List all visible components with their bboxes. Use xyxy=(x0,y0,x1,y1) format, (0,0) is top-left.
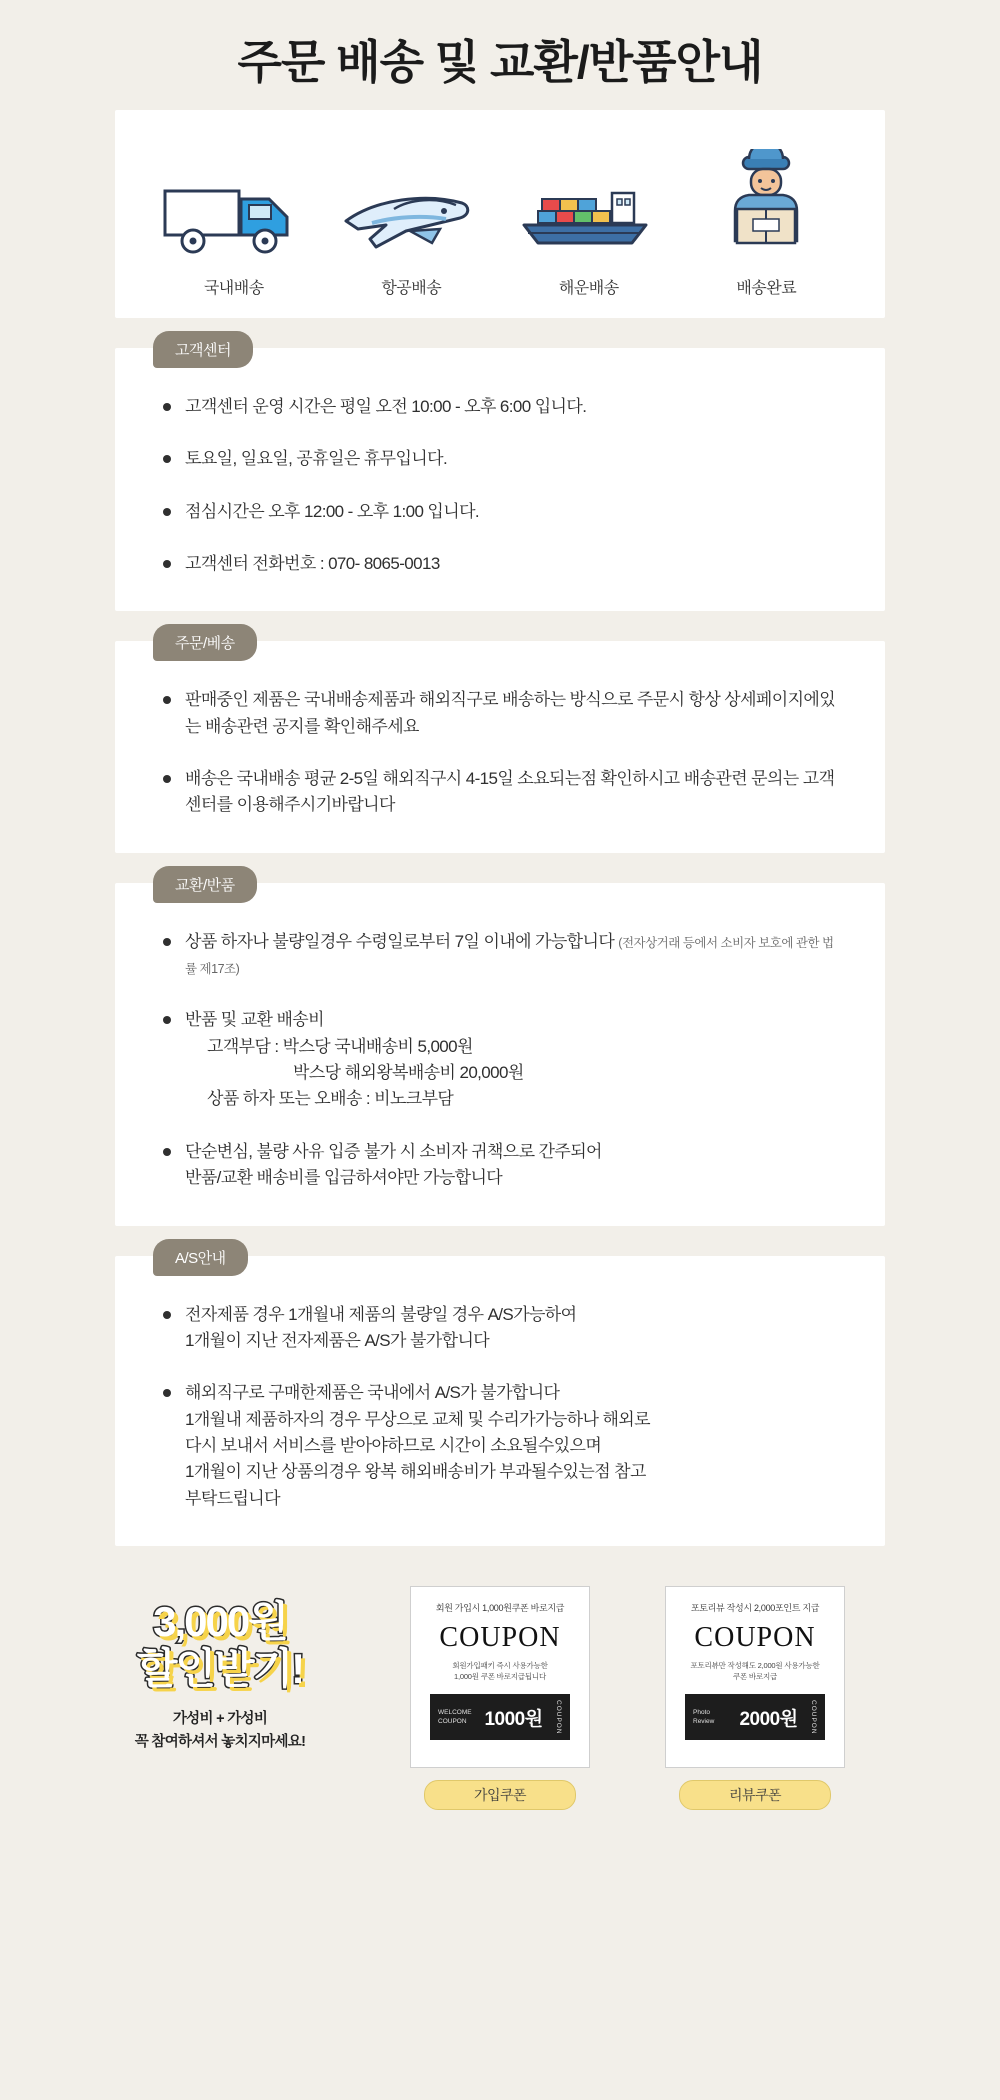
list-item xyxy=(159,766,837,819)
list-item xyxy=(159,687,837,740)
bullet-list xyxy=(115,687,885,818)
promo-action: 할인받기! xyxy=(136,1644,304,1692)
list-item xyxy=(159,394,837,420)
coupon-title: COUPON xyxy=(694,1621,816,1653)
section-tag: 고객센터 xyxy=(153,331,253,368)
ticket-side-label: COUPON xyxy=(555,1700,562,1735)
section-order-shipping xyxy=(115,635,885,852)
list-item-text: 배송은 국내배송 평균 2-5일 해외직구시 4-15일 소요되는점 확인하시고 배송관련 문의는 고객센터를 이용해주시기바랍니다 xyxy=(185,769,835,815)
list-item-subline: 고객부담 : 박스당 국내배송비 5,000원 xyxy=(207,1036,473,1056)
coupon-desc-line2: 1,000원 쿠폰 바로지급됩니다 xyxy=(454,1672,546,1682)
bullet-list xyxy=(115,929,885,1192)
cargo-ship-icon xyxy=(501,151,676,261)
coupon-desc-line2: 쿠폰 바로지급 xyxy=(732,1672,778,1682)
promo-coupon-band xyxy=(0,1576,1000,1836)
coupon-desc-line1: 회원가입패키 즉시 사용가능한 xyxy=(452,1660,548,1670)
list-item-subline: 부탁드립니다 xyxy=(185,1488,280,1508)
bullet-list xyxy=(115,394,885,577)
section-tag: 주문/베송 xyxy=(153,624,257,661)
shipping-icon-item xyxy=(146,151,321,318)
ticket-label: WELCOME COUPON xyxy=(438,1709,472,1726)
promo-amount: 3,000원 xyxy=(153,1597,287,1645)
list-item-text: 토요일, 일요일, 공휴일은 휴무입니다. xyxy=(185,449,448,469)
shipping-icon-label: 항공배송 xyxy=(381,280,442,297)
coupon-review[interactable] xyxy=(665,1586,845,1810)
coupon-desc-line1: 포토리뷰만 작성해도 2,000원 사용가능한 xyxy=(690,1660,820,1670)
list-item-subline: 상품 하자 또는 오배송 : 비노크부담 xyxy=(207,1089,454,1109)
list-item-text: 단순변심, 불량 사유 입증 불가 시 소비자 귀책으로 간주되어 xyxy=(185,1141,602,1161)
coupon-ticket xyxy=(430,1694,570,1740)
list-item-subline: 반품/교환 배송비를 입금하셔야만 가능합니다 xyxy=(185,1168,503,1188)
coupon-signup[interactable] xyxy=(410,1586,590,1810)
list-item xyxy=(159,1139,837,1192)
list-item-text: 판매중인 제품은 국내배송제품과 해외직구로 배송하는 방식으로 주문시 항상 상세페이지에있는 배송관련 공지를 확인해주세요 xyxy=(185,690,836,736)
promo-subtext xyxy=(105,1708,335,1754)
delivery-man-icon xyxy=(679,151,854,261)
coupon-description xyxy=(676,1660,834,1683)
coupon-top-text: 포토리뷰 작성시 2,000포인트 지급 xyxy=(690,1602,820,1613)
section-as-guide xyxy=(115,1249,885,1546)
shipping-icon-label: 해운배송 xyxy=(558,280,619,297)
ticket-side-label: COUPON xyxy=(810,1700,817,1735)
promo-subtext-line2: 꼭 참여하셔서 놓치지마세요! xyxy=(134,1734,306,1751)
section-tag: 교환/반품 xyxy=(153,866,257,903)
list-item-text: 고객센터 전화번호 : 070- 8065-0013 xyxy=(185,554,440,574)
list-item-text: 고객센터 운영 시간은 평일 오전 10:00 - 오후 6:00 입니다. xyxy=(185,397,587,416)
promo-subtext-line1: 가성비 + 가성비 xyxy=(172,1710,268,1727)
shipping-icon-label: 배송완료 xyxy=(736,280,797,297)
promo-block xyxy=(105,1598,335,1754)
ticket-amount: 2000원 xyxy=(739,1708,798,1730)
list-item-subline: 1개월내 제품하자의 경우 무상으로 교체 및 수리가가능하나 해외로 xyxy=(185,1409,650,1429)
list-item-text: 상품 하자나 불량일경우 수령일로부터 7일 이내에 가능합니다 xyxy=(185,931,615,951)
list-item-text: 전자제품 경우 1개월내 제품의 불량일 경우 A/S가능하여 xyxy=(185,1304,577,1324)
list-item-subline: 1개월이 지난 상품의경우 왕복 해외배송비가 부과될수있는점 참고 xyxy=(185,1462,646,1482)
list-item-text: 반품 및 교환 배송비 xyxy=(185,1010,324,1030)
section-tag: A/S안내 xyxy=(153,1239,248,1276)
airplane-icon xyxy=(324,151,499,261)
bullet-list xyxy=(115,1302,885,1512)
list-item-subline: 1개월이 지난 전자제품은 A/S가 불가합니다 xyxy=(185,1330,490,1350)
list-item-text: 점심시간은 오후 12:00 - 오후 1:00 입니다. xyxy=(185,501,480,521)
list-item xyxy=(159,446,837,472)
list-item xyxy=(159,551,837,577)
list-item-subline: 박스당 해외왕복배송비 20,000원 xyxy=(293,1063,524,1083)
coupon-title: COUPON xyxy=(439,1621,561,1653)
shipping-icon-item xyxy=(679,151,854,318)
coupon-top-text: 회원 가입시 1,000원쿠폰 바로지급 xyxy=(435,1602,565,1613)
page-title: 주문 배송 및 교환/반품안내 xyxy=(237,36,763,88)
coupon-description xyxy=(421,1660,579,1683)
list-item-subline: 다시 보내서 서비스를 받아야하므로 시간이 소요될수있으며 xyxy=(185,1435,602,1455)
ticket-label: Photo Review xyxy=(693,1709,715,1726)
section-exchange-return xyxy=(115,876,885,1226)
ticket-amount: 1000원 xyxy=(484,1708,543,1730)
coupon-ticket xyxy=(685,1694,825,1740)
section-customer-center xyxy=(115,342,885,611)
coupon-card[interactable] xyxy=(410,1586,590,1768)
list-item-text: 해외직구로 구매한제품은 국내에서 A/S가 불가합니다 xyxy=(185,1383,560,1403)
list-item xyxy=(159,1302,837,1355)
list-item xyxy=(159,929,837,982)
signup-coupon-button[interactable]: 가입쿠폰 xyxy=(424,1780,576,1810)
shipping-icons-card xyxy=(115,110,885,318)
shipping-icon-item xyxy=(324,151,499,318)
coupon-card[interactable] xyxy=(665,1586,845,1768)
shipping-icon-label: 국내배송 xyxy=(203,280,264,297)
list-item xyxy=(159,1007,837,1112)
truck-icon xyxy=(146,151,321,261)
list-item xyxy=(159,1380,837,1512)
list-item-note: (전자상거래 등에서 소비자 보호에 관한 법률 제17조) xyxy=(185,935,834,977)
shipping-icon-item xyxy=(501,151,676,318)
list-item xyxy=(159,499,837,525)
review-coupon-button[interactable]: 리뷰쿠폰 xyxy=(679,1780,831,1810)
